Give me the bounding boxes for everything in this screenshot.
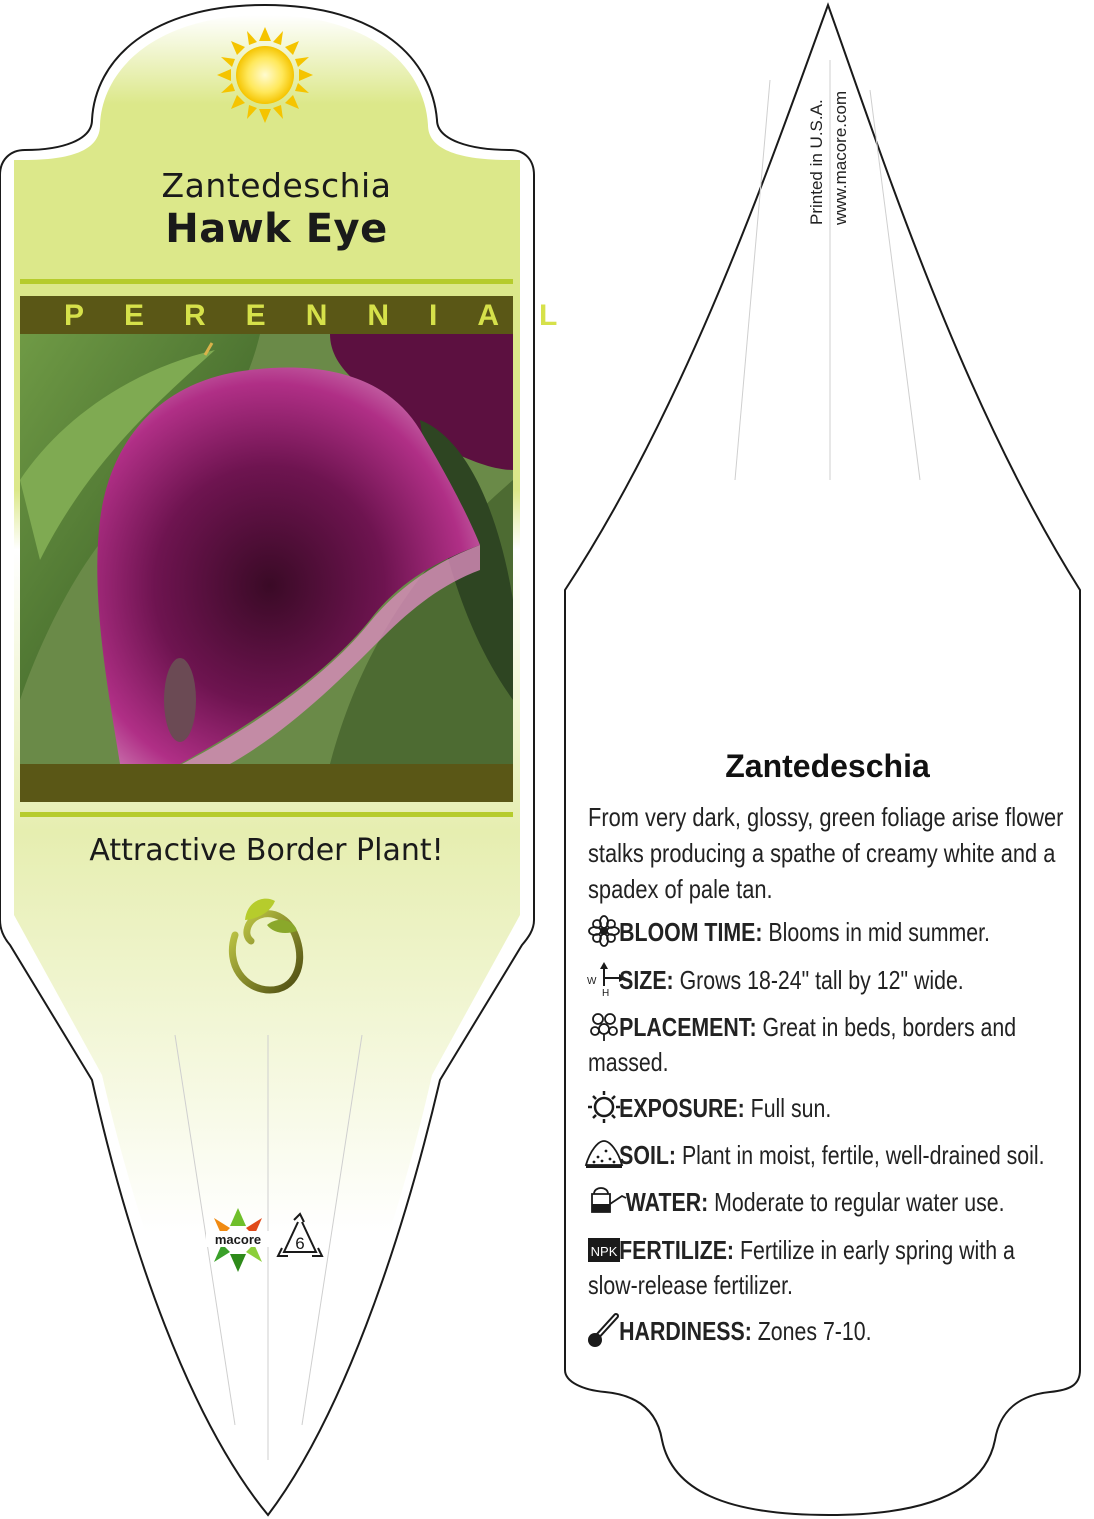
front-cultivar-name: Hawk Eye <box>165 206 388 252</box>
back-title: Zantedeschia <box>725 748 930 784</box>
attribute-label: BLOOM TIME: <box>619 917 763 947</box>
back-description: From very dark, glossy, green foliage arise flower stalks producing a spathe of creamy white and a spadex of pale tan. <box>588 802 1064 904</box>
attribute-value: Full sun. <box>750 1093 832 1123</box>
attribute-value: Zones 7-10. <box>757 1316 872 1346</box>
attribute-label: PLACEMENT: <box>619 1012 757 1042</box>
attribute-label: WATER: <box>625 1187 709 1217</box>
attribute-placement <box>588 1010 1057 1080</box>
front-tagline: Attractive Border Plant! <box>89 833 444 868</box>
npk-label: NPK <box>590 1244 618 1259</box>
attribute-water <box>588 1185 1057 1220</box>
attribute-label: FERTILIZE: <box>619 1235 735 1265</box>
attribute-label: HARDINESS: <box>619 1316 752 1346</box>
recycle-code: 6 <box>295 1234 305 1253</box>
attribute-bloom-time <box>588 915 1057 950</box>
attribute-label: SIZE: <box>619 965 674 995</box>
attribute-fertilize <box>588 1233 1057 1303</box>
attribute-soil <box>588 1138 1057 1173</box>
category-banner: PERENNIAL <box>20 296 513 334</box>
attribute-value: Great in beds, borders and massed. <box>588 1012 1017 1077</box>
svg-text:H: H <box>602 988 610 999</box>
attribute-value: Blooms in mid summer. <box>768 917 990 947</box>
photo-bottom-bar <box>20 764 513 802</box>
flower-photo <box>20 334 513 764</box>
website-text: www.macore.com <box>831 90 850 225</box>
attribute-label: SOIL: <box>619 1140 677 1170</box>
printed-in-text: Printed in U.S.A. <box>807 99 826 225</box>
printing-info <box>805 60 855 230</box>
attribute-value: Grows 18-24" tall by 12" wide. <box>679 965 964 995</box>
attribute-exposure <box>588 1091 1057 1126</box>
brand-name: macore <box>214 1232 262 1247</box>
front-genus-name: Zantedeschia <box>161 166 392 205</box>
attribute-size <box>588 963 1057 998</box>
attribute-label: EXPOSURE: <box>619 1093 745 1123</box>
attribute-value: Moderate to regular water use. <box>714 1187 1005 1217</box>
svg-text:W: W <box>587 976 597 987</box>
attribute-value: Fertilize in early spring with a slow-release fertilizer. <box>588 1235 1015 1300</box>
attribute-value: Plant in moist, fertile, well-drained soil. <box>681 1140 1045 1170</box>
attribute-hardiness <box>588 1314 1057 1349</box>
